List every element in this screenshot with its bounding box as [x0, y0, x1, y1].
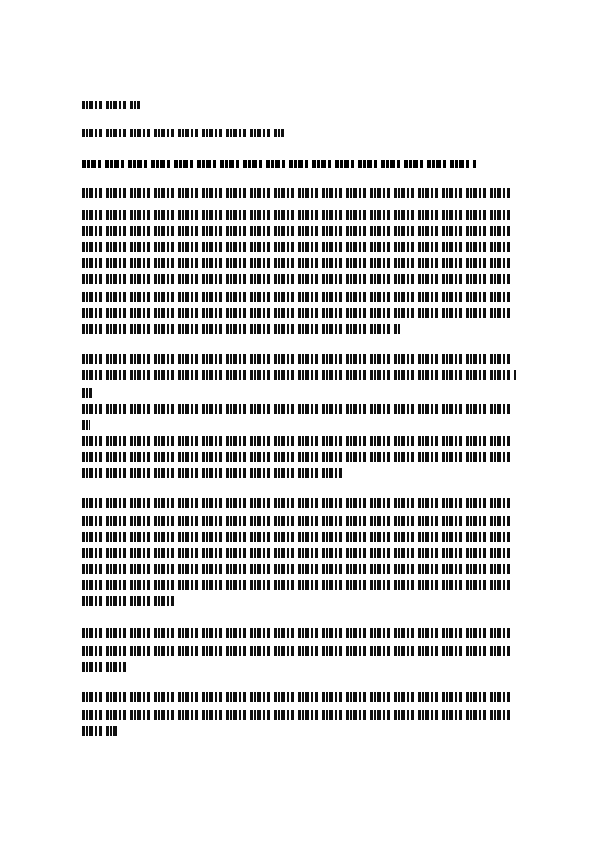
- text-line: [82, 628, 510, 638]
- text-line: [82, 596, 176, 606]
- text-line: [82, 564, 510, 574]
- text-line: [82, 188, 510, 198]
- text-line: [82, 308, 510, 318]
- header-label: [82, 101, 140, 109]
- text-line: [82, 274, 510, 284]
- section-heading: [82, 160, 476, 168]
- text-line: [82, 452, 512, 462]
- text-line: [82, 516, 510, 526]
- reference-line: [82, 129, 284, 137]
- text-line: [82, 548, 510, 558]
- text-line: [82, 242, 510, 252]
- text-line: [82, 436, 512, 446]
- text-line: [82, 210, 510, 220]
- text-line: [82, 580, 510, 590]
- text-line: [82, 404, 512, 414]
- text-line: [82, 226, 510, 236]
- text-line: [82, 710, 510, 720]
- text-line: [82, 646, 510, 656]
- text-line: [82, 292, 510, 302]
- text-line: [82, 420, 90, 430]
- text-line: [82, 726, 118, 736]
- text-line: [82, 468, 346, 478]
- text-line: [82, 354, 512, 364]
- text-line: [82, 662, 128, 672]
- text-line: [82, 498, 510, 508]
- text-line: [82, 258, 510, 268]
- text-line: [82, 370, 516, 380]
- text-line: [82, 532, 510, 542]
- text-line: [82, 692, 510, 702]
- text-line: [82, 324, 400, 334]
- text-line: [82, 388, 92, 398]
